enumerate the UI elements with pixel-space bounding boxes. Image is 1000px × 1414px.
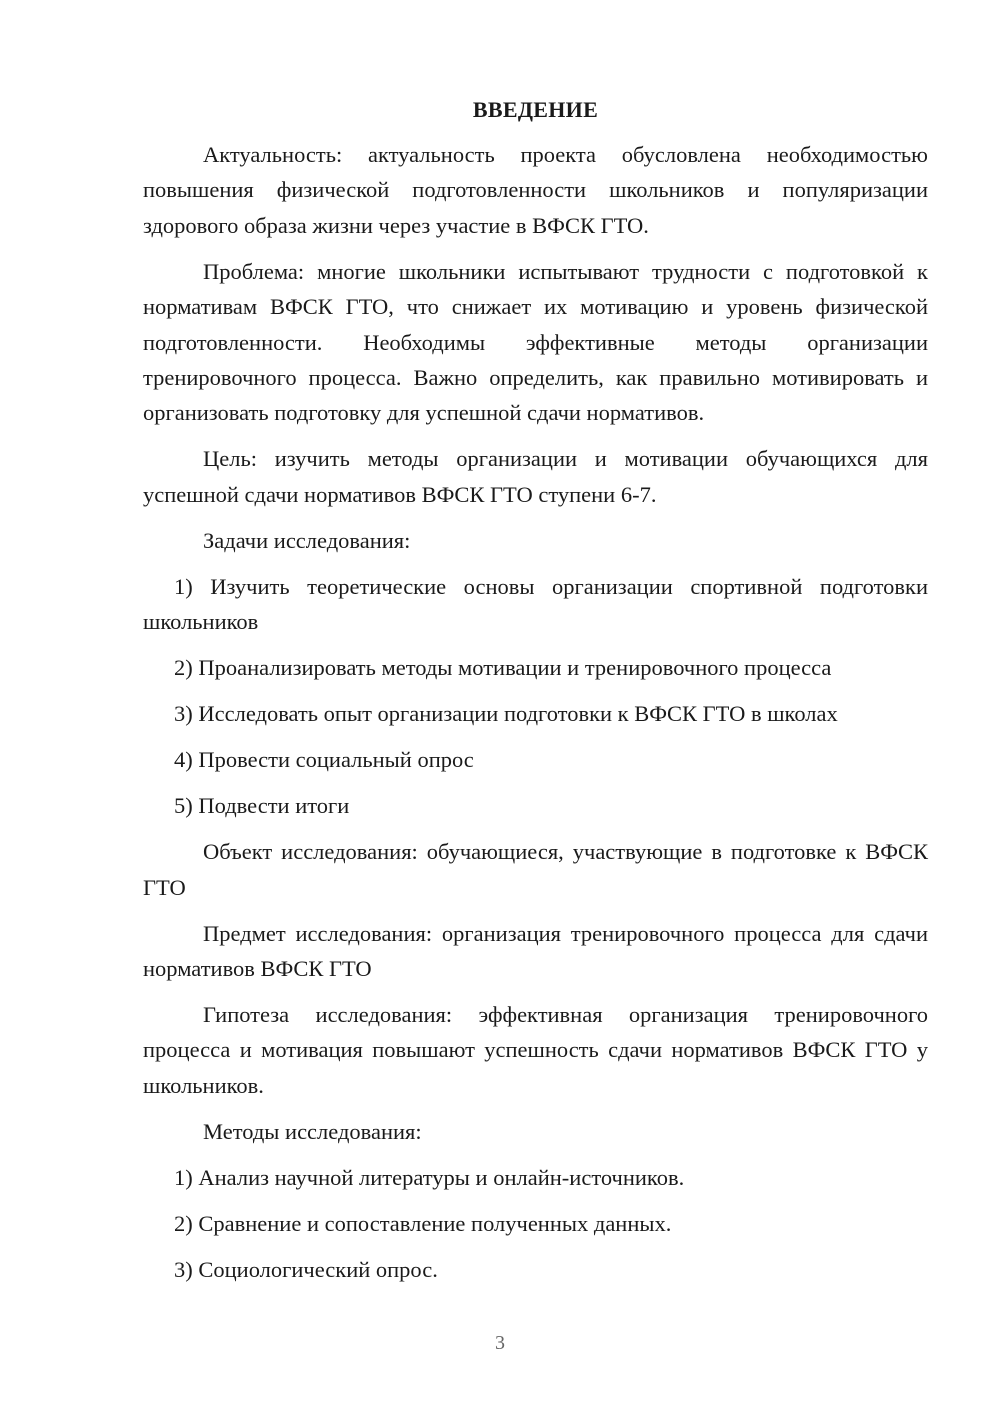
hypothesis-paragraph: Гипотеза исследования: эффективная организация тренировочного процесса и мотивация повышают успешность сдачи нормативов ВФСК ГТО у школьников. [143, 1002, 928, 1098]
task-item-4: 4) Провести социальный опрос [174, 747, 474, 773]
method-item-1: 1) Анализ научной литературы и онлайн-источников. [174, 1164, 685, 1190]
method-item-2: 2) Сравнение и сопоставление полученных данных. [174, 1210, 672, 1236]
task-item-5: 5) Подвести итоги [174, 793, 350, 819]
problem-paragraph: Проблема: многие школьники испытывают трудности с подготовкой к нормативам ВФСК ГТО, что снижает их мотивацию и уровень физической подготовленности. Необходимы эффективные методы организации тренировочного процесса. Важно определить, как правильно мотивировать и организовать подготовку для успешной сдачи нормативов. [143, 258, 928, 426]
subject-paragraph: Предмет исследования: организация тренировочного процесса для сдачи нормативов ВФСК ГТО [143, 920, 928, 982]
document-page [143, 92, 928, 1298]
relevance-paragraph: Актуальность: актуальность проекта обусловлена необходимостью повышения физической подготовленности школьников и популяризации здорового образа жизни через участие в ВФСК ГТО. [143, 142, 928, 238]
tasks-title: Задачи исследования: [203, 527, 411, 553]
methods-title: Методы исследования: [203, 1118, 422, 1144]
task-item-2: 2) Проанализировать методы мотивации и тренировочного процесса [174, 655, 832, 681]
goal-paragraph: Цель: изучить методы организации и мотивации обучающихся для успешной сдачи нормативов ВФСК ГТО ступени 6-7. [143, 446, 928, 507]
task-item-3: 3) Исследовать опыт организации подготовки к ВФСК ГТО в школах [174, 701, 838, 727]
object-paragraph: Объект исследования: обучающиеся, участвующие в подготовке к ВФСК ГТО [143, 839, 928, 900]
section-heading: ВВЕДЕНИЕ [472, 97, 599, 122]
method-item-3: 3) Социологический опрос. [174, 1256, 438, 1282]
task-item-1: 1) Изучить теоретические основы организации спортивной подготовки школьников [143, 573, 928, 635]
page-number: 3 [495, 1332, 505, 1354]
